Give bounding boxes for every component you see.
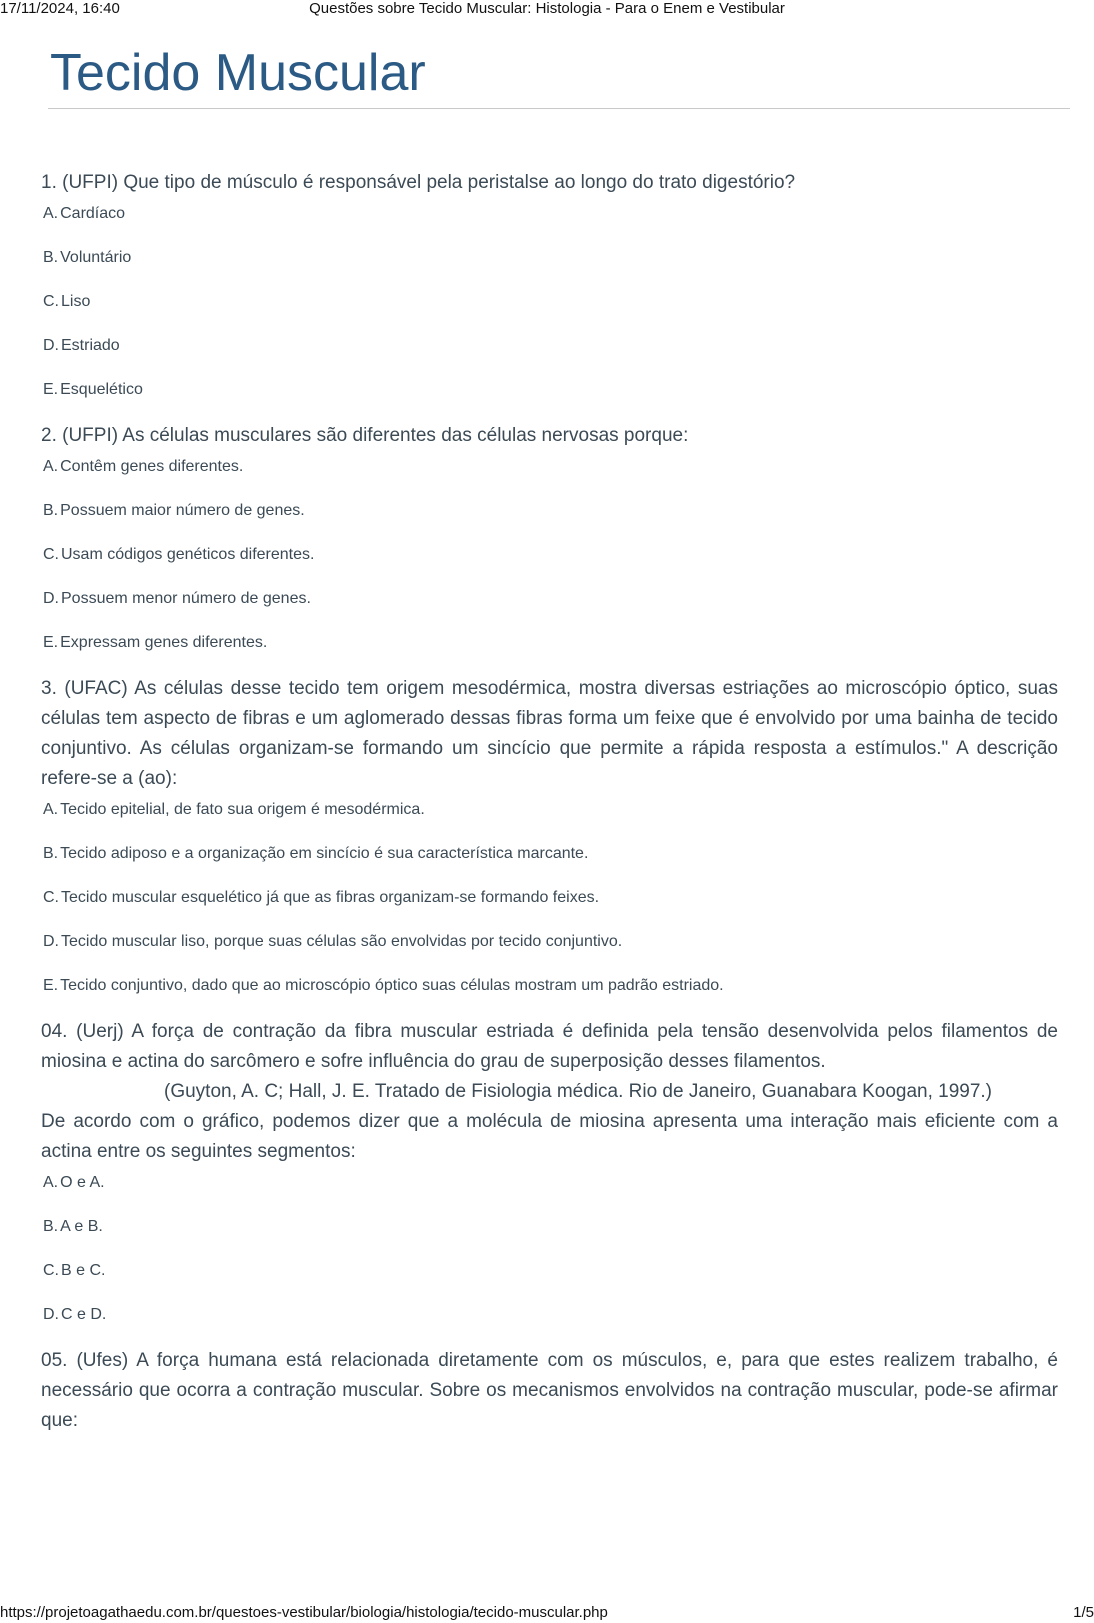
option-e[interactable] [43,380,1058,400]
option-b[interactable] [43,1217,1058,1237]
option-text: Tecido muscular esquelético já que as fibras organizam-se formando feixes. [61,889,600,906]
print-document-title: Questões sobre Tecido Muscular: Histologia - Para o Enem e Vestibular [309,0,785,17]
option-text: A e B. [60,1218,103,1235]
print-date: 17/11/2024, 16:40 [0,0,120,17]
option-c[interactable] [43,292,1058,312]
option-text: C e D. [61,1306,107,1323]
question-citation: (Guyton, A. C; Hall, J. E. Tratado de Fisiologia médica. Rio de Janeiro, Guanabara Koogan, 1997.) [164,1081,993,1102]
option-letter: C. [43,546,59,563]
question-list [41,168,1058,1457]
option-letter: D. [43,1306,59,1323]
question-5 [41,1346,1058,1436]
option-b[interactable] [43,248,1058,268]
option-letter: D. [43,933,59,950]
option-d[interactable] [43,932,1058,952]
question-text: 3. (UFAC) As células desse tecido tem origem mesodérmica, mostra diversas estriações ao microscópio óptico, suas células tem aspecto de fibras e um aglomerado dessas fibras forma um feixe que é envolvido por uma bainha de tecido conjuntivo. As células organizam-se formando um sincício que permite a rápida resposta a estímulos." A descrição refere-se a (ao): [41,678,1058,789]
option-letter: A. [43,205,59,222]
option-text: Voluntário [60,249,132,266]
option-letter: A. [43,458,59,475]
option-letter: C. [43,1262,59,1279]
option-letter: E. [43,634,59,651]
page-url: https://projetoagathaedu.com.br/questoes-vestibular/biologia/histologia/tecido-muscular.php [0,1604,608,1621]
option-d[interactable] [43,336,1058,356]
question-text-continued: De acordo com o gráfico, podemos dizer que a molécula de miosina apresenta uma interação mais eficiente com a actina entre os seguintes segmentos: [41,1111,1058,1162]
option-c[interactable] [43,1261,1058,1281]
page-number: 1/5 [1073,1604,1094,1621]
question-text: 05. (Ufes) A força humana está relacionada diretamente com os músculos, e, para que estes realizem trabalho, é necessário que ocorra a contração muscular. Sobre os mecanismos envolvidos na contração muscular, pode-se afirmar que: [41,1350,1058,1431]
print-footer [0,1603,1094,1623]
option-text: Esquelético [60,381,143,398]
option-a[interactable] [43,800,1058,820]
option-b[interactable] [43,501,1058,521]
answer-options [41,204,1058,400]
option-letter: E. [43,381,59,398]
option-c[interactable] [43,545,1058,565]
option-text: Possuem menor número de genes. [61,590,311,607]
option-a[interactable] [43,1173,1058,1193]
option-text: B e C. [61,1262,106,1279]
question-text: 1. (UFPI) Que tipo de músculo é responsável pela peristalse ao longo do trato digestório? [41,172,796,193]
answer-options [41,1173,1058,1325]
option-text: Estriado [61,337,120,354]
question-text: 2. (UFPI) As células musculares são diferentes das células nervosas porque: [41,425,689,446]
option-d[interactable] [43,1305,1058,1325]
title-divider [48,108,1070,109]
option-text: Possuem maior número de genes. [60,502,305,519]
option-text: O e A. [60,1174,105,1191]
option-a[interactable] [43,457,1058,477]
answer-options [41,800,1058,996]
option-text: Contêm genes diferentes. [60,458,244,475]
answer-options [41,457,1058,653]
option-letter: B. [43,845,59,862]
question-4 [41,1017,1058,1325]
option-e[interactable] [43,633,1058,653]
option-c[interactable] [43,888,1058,908]
option-text: Expressam genes diferentes. [60,634,268,651]
option-text: Tecido muscular liso, porque suas células são envolvidas por tecido conjuntivo. [61,933,623,950]
option-e[interactable] [43,976,1058,996]
option-letter: A. [43,1174,59,1191]
option-letter: E. [43,977,59,994]
option-letter: B. [43,249,59,266]
question-3 [41,674,1058,996]
question-1 [41,168,1058,400]
option-letter: A. [43,801,59,818]
option-text: Cardíaco [60,205,126,222]
option-text: Liso [61,293,91,310]
option-a[interactable] [43,204,1058,224]
option-letter: D. [43,590,59,607]
option-letter: C. [43,293,59,310]
option-letter: B. [43,502,59,519]
question-text: 04. (Uerj) A força de contração da fibra muscular estriada é definida pela tensão desenvolvida pelos filamentos de miosina e actina do sarcômero e sofre influência do grau de superposição desses filamentos. [41,1021,1058,1072]
option-text: Tecido conjuntivo, dado que ao microscópio óptico suas células mostram um padrão estriado. [60,977,724,994]
option-d[interactable] [43,589,1058,609]
page-title: Tecido Muscular [50,44,426,102]
option-text: Tecido adiposo e a organização em sincício é sua característica marcante. [60,845,589,862]
option-b[interactable] [43,844,1058,864]
option-letter: D. [43,337,59,354]
option-text: Usam códigos genéticos diferentes. [61,546,315,563]
option-text: Tecido epitelial, de fato sua origem é mesodérmica. [60,801,425,818]
print-header [0,0,1094,20]
option-letter: C. [43,889,59,906]
option-letter: B. [43,1218,59,1235]
question-2 [41,421,1058,653]
